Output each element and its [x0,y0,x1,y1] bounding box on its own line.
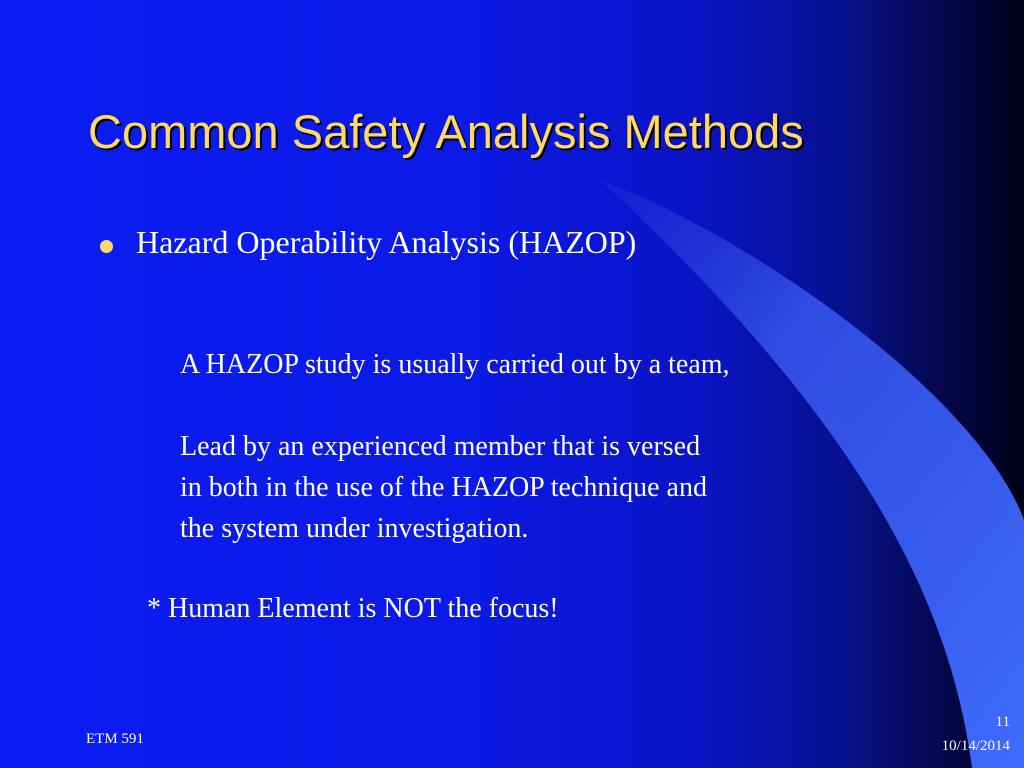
page-number: 11 [995,714,1010,730]
footer-meta [942,710,1010,758]
slide-title: Common Safety Analysis Methods [88,105,804,158]
body-line: in both in the use of the HAZOP technique and [180,472,707,503]
body-line: Lead by an experienced member that is versed [180,431,701,462]
footer-course: ETM 591 [86,731,144,747]
body-line: A HAZOP study is usually carried out by a team, [180,349,730,380]
bullet-text: Hazard Operability Analysis (HAZOP) [136,224,637,260]
note-line: * Human Element is NOT the focus! [147,593,559,624]
bullet-dot-icon [100,240,113,253]
body-line: the system under investigation. [180,513,529,544]
footer-date: 10/14/2014 [941,738,1010,754]
